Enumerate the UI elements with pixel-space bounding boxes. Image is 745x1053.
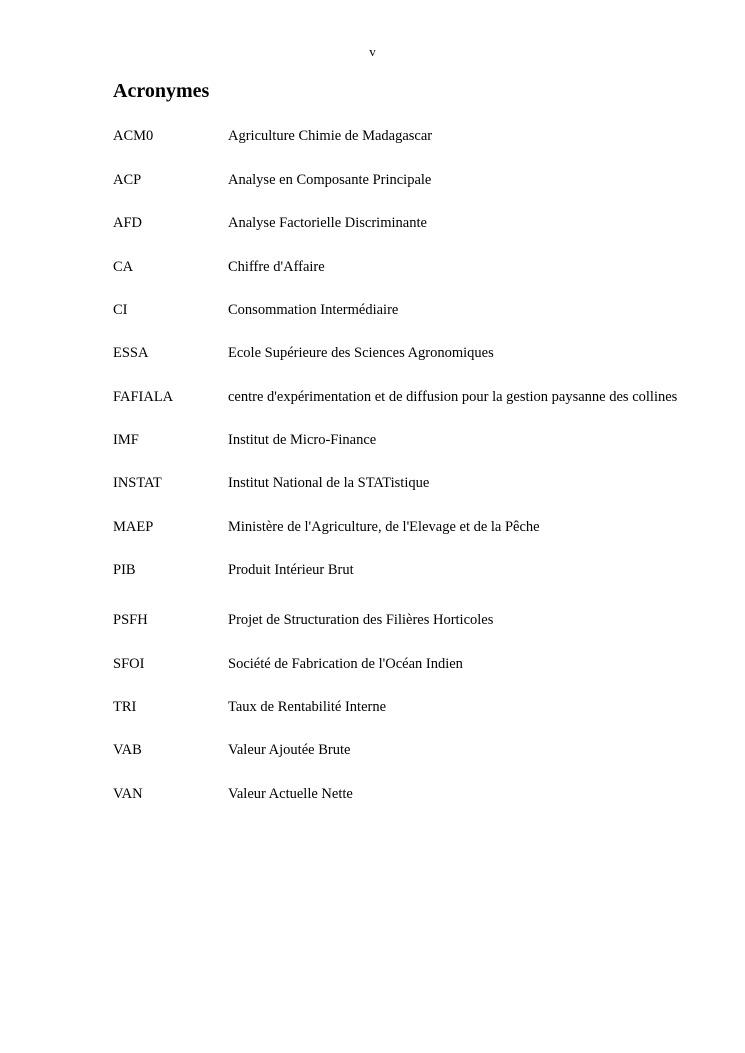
acronym-abbreviation: CI xyxy=(113,302,128,318)
acronym-definition: Valeur Actuelle Nette xyxy=(228,786,353,802)
acronym-abbreviation: MAEP xyxy=(113,519,154,535)
acronym-definition: Consommation Intermédiaire xyxy=(228,302,399,318)
acronym-row xyxy=(113,656,745,676)
acronym-abbreviation: SFOI xyxy=(113,656,145,672)
acronym-abbreviation: IMF xyxy=(113,432,139,448)
acronym-definition: Produit Intérieur Brut xyxy=(228,562,354,578)
acronym-row xyxy=(113,128,745,148)
acronym-row xyxy=(113,345,745,365)
acronym-row xyxy=(113,302,745,322)
acronym-row xyxy=(113,786,745,806)
acronym-definition: Chiffre d'Affaire xyxy=(228,259,325,275)
acronym-abbreviation: VAN xyxy=(113,786,143,802)
acronym-definition: centre d'expérimentation et de diffusion pour la gestion paysanne des collines xyxy=(228,389,678,405)
acronym-abbreviation: AFD xyxy=(113,215,143,231)
acronym-abbreviation: PSFH xyxy=(113,612,148,628)
acronym-definition: Ecole Supérieure des Sciences Agronomiques xyxy=(228,345,494,361)
acronym-row xyxy=(113,612,745,632)
acronym-row xyxy=(113,259,745,279)
acronym-abbreviation: FAFIALA xyxy=(113,389,174,405)
acronym-definition: Valeur Ajoutée Brute xyxy=(228,742,351,758)
page-title: Acronymes xyxy=(113,80,210,102)
acronym-definition: Agriculture Chimie de Madagascar xyxy=(228,128,433,144)
acronym-definition: Institut de Micro-Finance xyxy=(228,432,377,448)
acronym-abbreviation: ACP xyxy=(113,172,142,188)
acronym-row xyxy=(113,699,745,719)
acronym-definition: Société de Fabrication de l'Océan Indien xyxy=(228,656,463,672)
acronym-definition: Analyse Factorielle Discriminante xyxy=(228,215,427,231)
acronym-row xyxy=(113,519,745,539)
acronym-definition: Taux de Rentabilité Interne xyxy=(228,699,387,715)
acronym-row xyxy=(113,562,745,582)
page-number: v xyxy=(369,44,376,59)
acronym-abbreviation: CA xyxy=(113,259,134,275)
acronym-abbreviation: ESSA xyxy=(113,345,149,361)
acronym-row xyxy=(113,475,745,495)
acronym-abbreviation: PIB xyxy=(113,562,136,578)
acronym-definition: Institut National de la STATistique xyxy=(228,475,430,491)
acronym-row xyxy=(113,215,745,235)
acronym-definition: Analyse en Composante Principale xyxy=(228,172,432,188)
acronym-row xyxy=(113,742,745,762)
acronym-definition: Ministère de l'Agriculture, de l'Elevage et de la Pêche xyxy=(228,519,540,535)
acronym-definition: Projet de Structuration des Filières Horticoles xyxy=(228,612,494,628)
acronym-row xyxy=(113,432,745,452)
acronym-row xyxy=(113,389,745,409)
acronym-row xyxy=(113,172,745,192)
acronym-abbreviation: TRI xyxy=(113,699,137,715)
acronym-abbreviation: VAB xyxy=(113,742,142,758)
acronym-abbreviation: INSTAT xyxy=(113,475,162,491)
acronym-abbreviation: ACM0 xyxy=(113,128,154,144)
